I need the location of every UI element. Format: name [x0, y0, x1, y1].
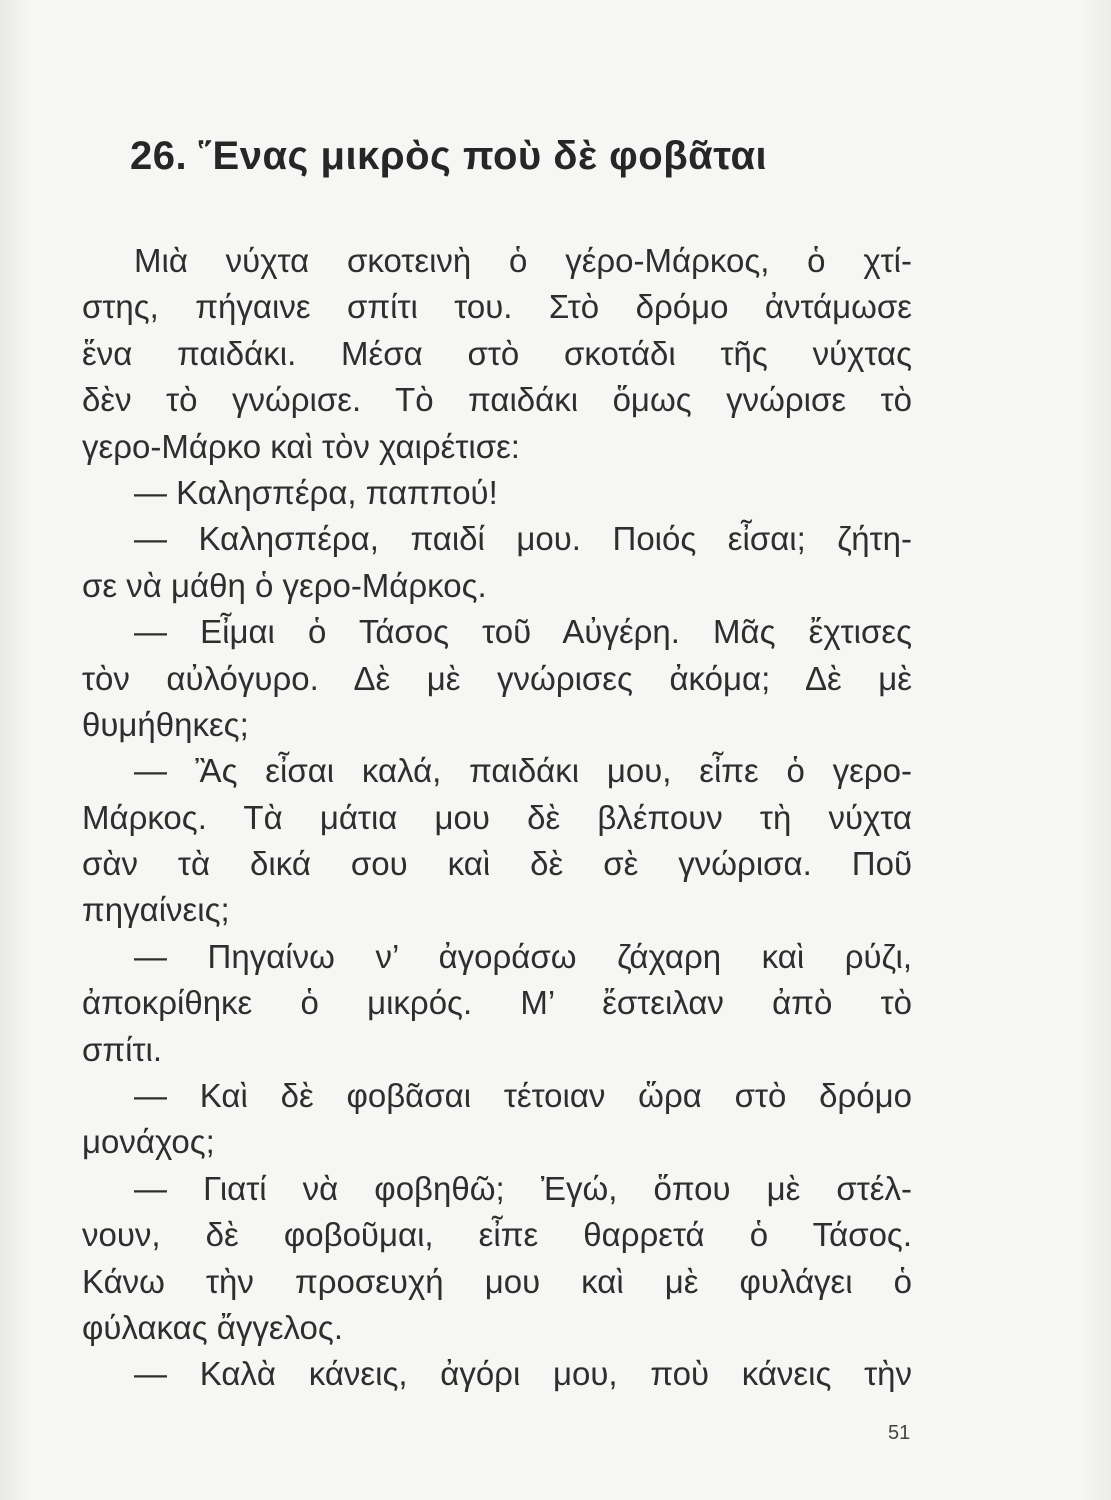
- text-line: ἀποκρίθηκε ὁ μικρός. Μ’ ἔστειλαν ἀπὸ τὸ: [82, 984, 912, 1022]
- text-line: δὲν τὸ γνώρισε. Τὸ παιδάκι ὅμως γνώρισε τὸ: [82, 381, 912, 419]
- text-line: στης, πήγαινε σπίτι του. Στὸ δρόμο ἀντάμωσε: [82, 288, 912, 326]
- text-line: μονάχος;: [82, 1123, 215, 1161]
- text-line: γερο-Μάρκο καὶ τὸν χαιρέτισε:: [82, 427, 520, 465]
- text-line: — Γιατί νὰ φοβηθῶ; Ἐγώ, ὅπου μὲ στέλ-: [134, 1169, 912, 1207]
- text-line: τὸν αὐλόγυρο. Δὲ μὲ γνώρισες ἀκόμα; Δὲ μὲ: [82, 659, 912, 697]
- text-line: φύλακας ἄγγελος.: [82, 1308, 343, 1346]
- text-line: — Καλησπέρα, παππού!: [134, 473, 498, 511]
- chapter-title: 26. ῞Ενας μικρὸς ποὺ δὲ φοβᾶται: [130, 134, 768, 178]
- text-line: Μάρκος. Τὰ μάτια μου δὲ βλέπουν τὴ νύχτα: [82, 798, 912, 836]
- text-line: — Καλὰ κάνεις, ἀγόρι μου, ποὺ κάνεις τὴν: [134, 1355, 912, 1393]
- text-line: πηγαίνεις;: [82, 891, 230, 929]
- text-line: — Πηγαίνω ν’ ἀγοράσω ζάχαρη καὶ ρύζι,: [134, 937, 912, 975]
- text-line: σπίτι.: [82, 1030, 163, 1068]
- text-line: θυμήθηκες;: [82, 705, 249, 743]
- text-line: ἕνα παιδάκι. Μέσα στὸ σκοτάδι τῆς νύχτας: [82, 334, 912, 372]
- text-line: σε νὰ μάθη ὁ γερο-Μάρκος.: [82, 566, 487, 604]
- text-line: — Ἂς εἶσαι καλά, παιδάκι μου, εἶπε ὁ γερο-: [134, 752, 912, 790]
- text-line: Μιὰ νύχτα σκοτεινὴ ὁ γέρο-Μάρκος, ὁ χτί-: [134, 242, 912, 279]
- text-line: — Εἶμαι ὁ Τάσος τοῦ Αὐγέρη. Μᾶς ἔχτισες: [134, 613, 912, 651]
- story-text: [82, 238, 912, 1398]
- page-number: 51: [888, 1422, 911, 1444]
- text-line: σὰν τὰ δικά σου καὶ δὲ σὲ γνώρισα. Ποῦ: [82, 845, 912, 883]
- text-line: — Καὶ δὲ φοβᾶσαι τέτοιαν ὥρα στὸ δρόμο: [134, 1077, 912, 1115]
- text-line: — Καλησπέρα, παιδί μου. Ποιός εἶσαι; ζήτη-: [134, 520, 912, 558]
- text-line: νουν, δὲ φοβοῦμαι, εἶπε θαρρετά ὁ Τάσος.: [82, 1216, 912, 1254]
- text-line: Κάνω τὴν προσευχή μου καὶ μὲ φυλάγει ὁ: [82, 1262, 912, 1300]
